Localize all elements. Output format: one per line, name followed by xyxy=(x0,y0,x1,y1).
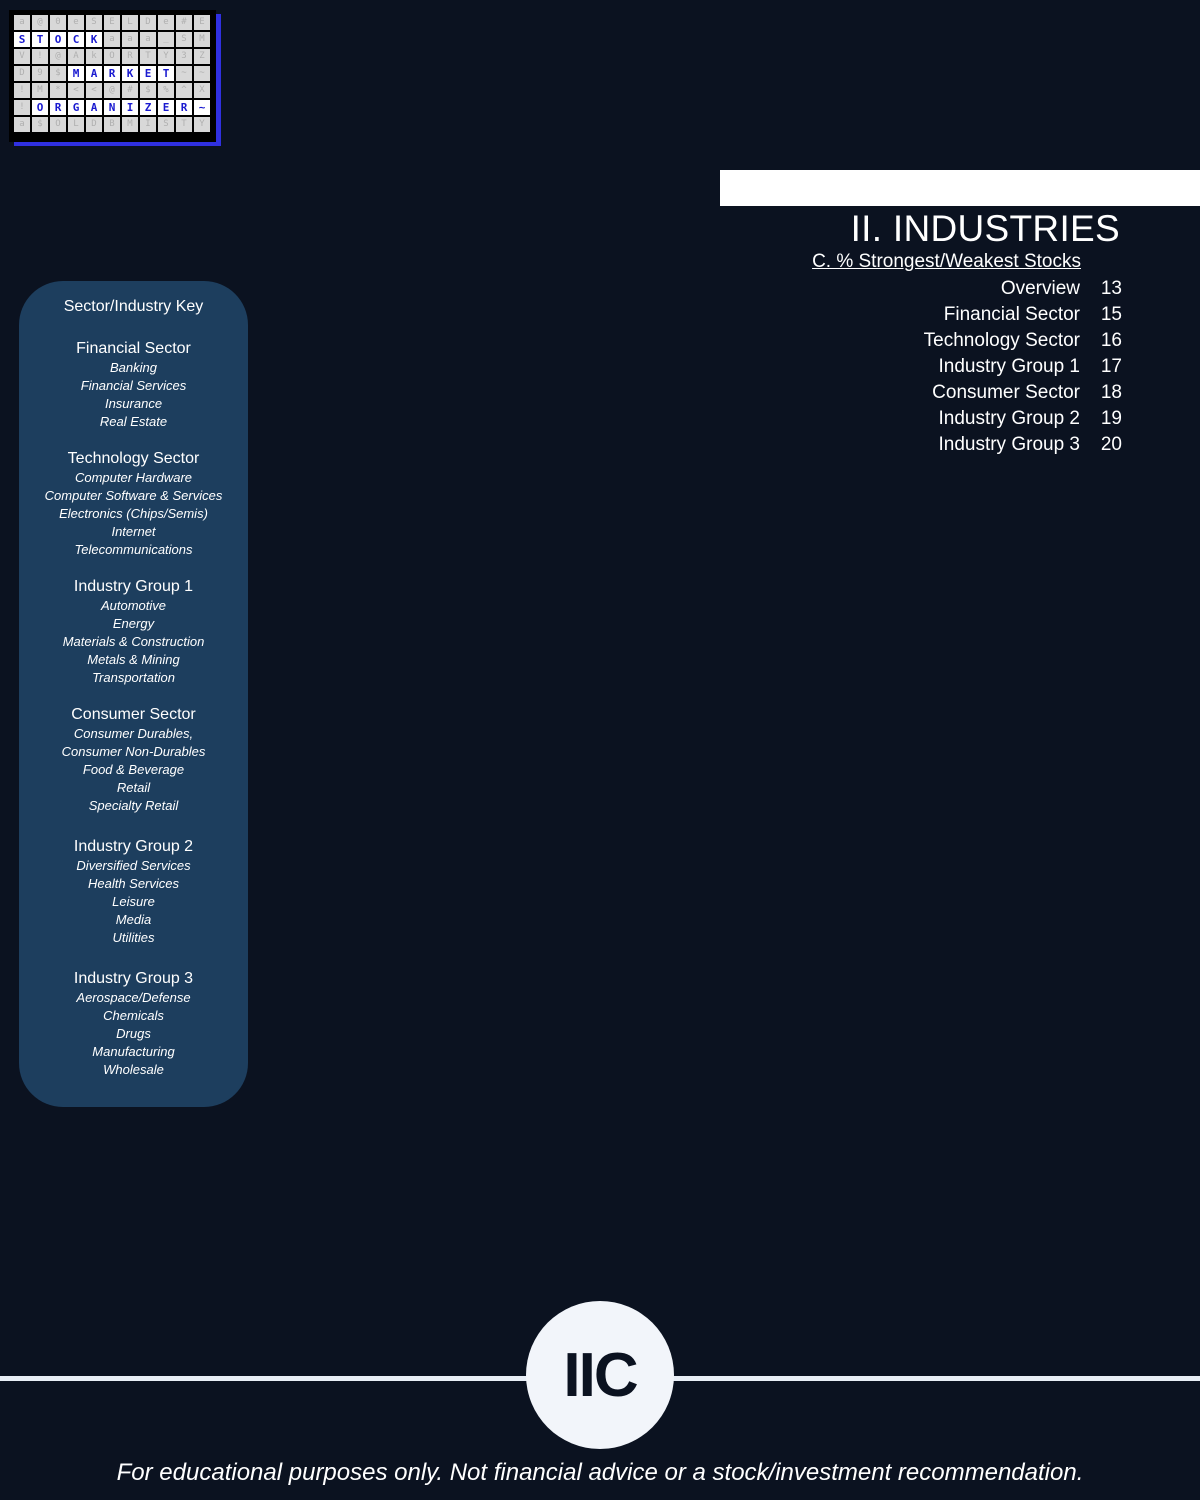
key-industry-item: Diversified Services xyxy=(76,858,191,873)
logo-letter-cell: T xyxy=(176,117,192,132)
toc-entry-page: 19 xyxy=(1100,408,1122,429)
key-group-name: Industry Group 2 xyxy=(73,838,194,855)
key-industry-item: Drugs xyxy=(116,1026,151,1041)
logo-letter-cell: Y xyxy=(194,117,210,132)
key-group xyxy=(19,449,248,559)
toc-entry[interactable] xyxy=(924,302,1122,328)
logo-letter-cell: T xyxy=(32,32,48,47)
key-group-items xyxy=(19,989,248,1079)
logo-letter-cell: ~ xyxy=(176,66,192,81)
key-industry-item: Wholesale xyxy=(103,1062,164,1077)
logo-letter-cell: M xyxy=(194,32,210,47)
toc-entry-page: 13 xyxy=(1100,278,1122,299)
key-industry-item: Energy xyxy=(112,616,155,631)
logo-letter-cell: 9 xyxy=(32,66,48,81)
key-group-name: Technology Sector xyxy=(67,450,200,467)
logo-letter-cell: D xyxy=(14,66,30,81)
logo-letter-cell: B xyxy=(104,117,120,132)
key-group xyxy=(19,339,248,431)
logo-letter-cell: # xyxy=(176,15,192,30)
toc-entry-label: Industry Group 3 xyxy=(938,434,1080,455)
key-industry-item: Materials & Construction xyxy=(62,634,205,649)
toc-entry-label: Industry Group 2 xyxy=(938,408,1080,429)
logo-letter-cell: 3 xyxy=(176,49,192,64)
key-group-name: Industry Group 1 xyxy=(73,578,194,595)
key-industry-item: Aerospace/Defense xyxy=(76,990,191,1005)
key-group-items xyxy=(19,469,248,559)
logo-letter-cell: K xyxy=(86,32,102,47)
logo-letter-cell: 0 xyxy=(50,15,66,30)
key-group-items xyxy=(19,359,248,431)
logo-letter-cell: T xyxy=(158,66,174,81)
logo-letter-cell: E xyxy=(104,15,120,30)
toc-entry-label: Industry Group 1 xyxy=(938,356,1080,377)
toc-entry-page: 18 xyxy=(1100,382,1122,403)
logo-letter-cell: Z xyxy=(140,100,156,115)
key-group xyxy=(19,705,248,815)
logo-letter-cell: E xyxy=(194,15,210,30)
key-industry-item: Banking xyxy=(110,360,157,375)
toc-entry-page: 16 xyxy=(1100,330,1122,351)
logo-letter-cell: N xyxy=(104,100,120,115)
logo-letter-cell: V xyxy=(14,49,30,64)
logo-letter-cell: S xyxy=(14,32,30,47)
key-group xyxy=(19,837,248,947)
key-group xyxy=(19,969,248,1079)
toc-entry-label: Technology Sector xyxy=(923,330,1080,351)
toc-entry[interactable] xyxy=(924,380,1122,406)
key-group-items xyxy=(19,857,248,947)
key-industry-item: Utilities xyxy=(112,930,155,945)
logo-letter-cell: < xyxy=(68,83,84,98)
toc-list xyxy=(924,276,1122,458)
logo-letter-cell: E xyxy=(158,100,174,115)
key-industry-item: Automotive xyxy=(100,598,167,613)
key-industry-item: Leisure xyxy=(112,894,155,909)
logo-letter-cell: a xyxy=(14,117,30,132)
key-industry-item: Internet xyxy=(111,524,156,539)
logo-letter-cell: * xyxy=(50,83,66,98)
logo-letter-grid xyxy=(14,15,210,132)
logo-letter-cell: _ xyxy=(158,32,174,47)
logo-letter-cell: ~ xyxy=(194,100,210,115)
logo-letter-cell: A xyxy=(68,49,84,64)
key-industry-item: Specialty Retail xyxy=(88,798,179,813)
key-industry-item: Transportation xyxy=(92,670,175,685)
key-industry-item: Food & Beverage xyxy=(82,762,185,777)
key-industry-item: Retail xyxy=(116,780,151,795)
logo-letter-cell: O xyxy=(104,49,120,64)
toc-entry[interactable] xyxy=(924,328,1122,354)
logo-letter-cell: I xyxy=(140,117,156,132)
key-industry-item: Media xyxy=(115,912,152,927)
logo-letter-cell: D xyxy=(140,15,156,30)
logo-letter-cell: ! xyxy=(14,83,30,98)
key-industry-item: Metals & Mining xyxy=(87,652,180,667)
key-title: Sector/Industry Key xyxy=(63,298,204,315)
logo-letter-cell: e xyxy=(158,15,174,30)
header-bar xyxy=(720,170,1200,206)
logo-letter-cell: a xyxy=(140,32,156,47)
logo-letter-cell: O xyxy=(50,32,66,47)
logo-letter-cell: R xyxy=(104,66,120,81)
sector-industry-key xyxy=(19,281,248,1107)
toc-entry-label: Overview xyxy=(1000,278,1080,299)
logo-letter-cell: Z xyxy=(194,49,210,64)
logo-letter-cell: @ xyxy=(104,83,120,98)
key-industry-item: Financial Services xyxy=(80,378,187,393)
logo-letter-cell: @ xyxy=(32,15,48,30)
toc-entry[interactable] xyxy=(924,432,1122,458)
logo-letter-cell: k xyxy=(86,49,102,64)
key-industry-item: Computer Software & Services xyxy=(44,488,223,503)
key-group-name: Financial Sector xyxy=(76,340,191,357)
logo-letter-cell: R xyxy=(122,49,138,64)
key-group-name: Consumer Sector xyxy=(71,706,196,723)
toc-entry-page: 17 xyxy=(1100,356,1122,377)
logo-letter-cell: A xyxy=(86,66,102,81)
section-title: II. INDUSTRIES xyxy=(850,208,1120,249)
logo-letter-cell: O xyxy=(50,117,66,132)
logo-letter-cell: # xyxy=(122,83,138,98)
logo-letter-cell: R xyxy=(176,100,192,115)
logo-letter-cell: $ xyxy=(32,117,48,132)
toc-entry-label: Consumer Sector xyxy=(932,382,1080,403)
key-industry-item: Health Services xyxy=(87,876,180,891)
toc-entry-label: Financial Sector xyxy=(943,304,1080,325)
logo-letter-cell: L xyxy=(68,117,84,132)
logo-letter-cell: S xyxy=(158,117,174,132)
key-industry-item: Consumer Non-Durables xyxy=(61,744,206,759)
key-industry-item: Consumer Durables, xyxy=(73,726,194,741)
logo-letter-cell: a xyxy=(14,15,30,30)
logo-letter-cell: S xyxy=(86,15,102,30)
key-industry-item: Chemicals xyxy=(103,1008,164,1023)
logo-letter-cell: T xyxy=(140,49,156,64)
logo-letter-cell: e xyxy=(68,15,84,30)
logo-letter-cell: ! xyxy=(32,49,48,64)
logo-letter-cell: R xyxy=(50,100,66,115)
key-group-items xyxy=(19,597,248,687)
logo-letter-cell: K xyxy=(122,66,138,81)
toc-entry[interactable] xyxy=(924,276,1122,302)
logo-letter-cell: M xyxy=(32,83,48,98)
subsection-link[interactable]: C. % Strongest/Weakest Stocks xyxy=(812,251,1081,272)
toc-entry-page: 20 xyxy=(1100,434,1122,455)
logo-letter-cell: O xyxy=(32,100,48,115)
logo-letter-cell: % xyxy=(158,83,174,98)
logo-letter-cell: < xyxy=(86,83,102,98)
logo-letter-cell: G xyxy=(68,100,84,115)
key-group-items xyxy=(19,725,248,815)
logo-letter-cell: $ xyxy=(50,66,66,81)
key-industry-item: Insurance xyxy=(104,396,163,411)
logo-letter-cell: ~ xyxy=(194,66,210,81)
logo-letter-cell: $ xyxy=(140,83,156,98)
logo-letter-cell: Y xyxy=(158,49,174,64)
logo-letter-cell: D xyxy=(86,117,102,132)
logo-letter-cell: M xyxy=(122,117,138,132)
key-industry-item: Real Estate xyxy=(99,414,168,429)
key-industry-item: Manufacturing xyxy=(92,1044,175,1059)
toc-entry[interactable] xyxy=(924,354,1122,380)
key-groups xyxy=(19,339,248,1079)
toc-entry-page: 15 xyxy=(1100,304,1122,325)
logo-letter-cell: E xyxy=(140,66,156,81)
logo-letter-cell: S xyxy=(176,32,192,47)
logo-letter-cell: A xyxy=(86,100,102,115)
logo-letter-cell: @ xyxy=(50,49,66,64)
logo-letter-cell: M xyxy=(68,66,84,81)
key-industry-item: Electronics (Chips/Semis) xyxy=(59,506,208,521)
logo-letter-cell: ! xyxy=(14,100,30,115)
logo-letter-cell: ^ xyxy=(176,83,192,98)
logo-letter-cell: X xyxy=(194,83,210,98)
logo xyxy=(9,10,216,142)
section-badge: IIC xyxy=(526,1301,674,1449)
key-group-name: Industry Group 3 xyxy=(73,970,194,987)
logo-letter-cell: I xyxy=(122,100,138,115)
logo-letter-cell: a xyxy=(122,32,138,47)
toc-entry[interactable] xyxy=(924,406,1122,432)
disclaimer: For educational purposes only. Not financial advice or a stock/investment recommendation. xyxy=(116,1459,1084,1486)
logo-letter-cell: L xyxy=(122,15,138,30)
key-industry-item: Computer Hardware xyxy=(74,470,193,485)
logo-letter-cell: C xyxy=(68,32,84,47)
key-industry-item: Telecommunications xyxy=(74,542,193,557)
key-group xyxy=(19,577,248,687)
logo-letter-cell: a xyxy=(104,32,120,47)
